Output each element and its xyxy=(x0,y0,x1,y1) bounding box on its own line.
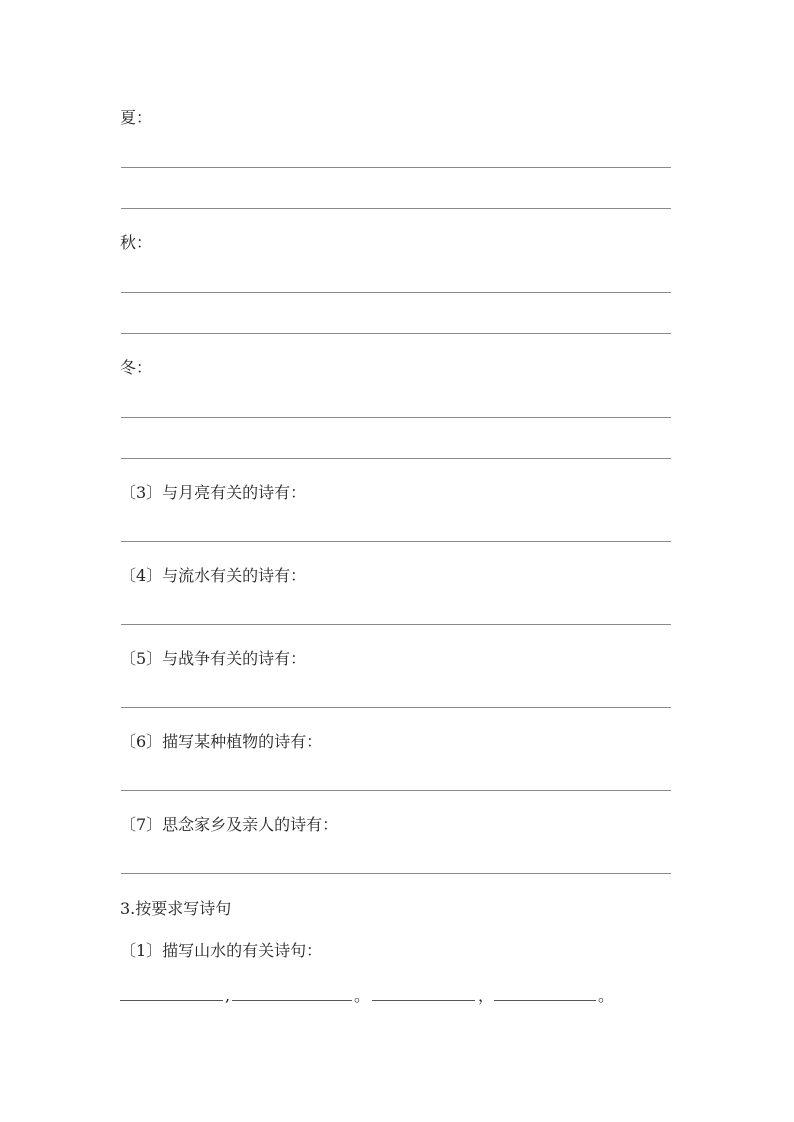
answer-line[interactable] xyxy=(121,333,671,334)
item-homesick-label: 〔7〕思念家乡及亲人的诗有： xyxy=(120,815,339,834)
fill-punct: , xyxy=(225,986,231,1005)
fill-blank[interactable] xyxy=(232,1000,352,1001)
answer-line[interactable] xyxy=(121,167,671,168)
section-3-title: 3.按要求写诗句 xyxy=(120,899,232,918)
section-3-item-1-label: 〔1〕描写山水的有关诗句： xyxy=(120,941,323,960)
item-water-label: 〔4〕与流水有关的诗有： xyxy=(120,566,307,585)
fill-blank[interactable] xyxy=(372,1000,475,1001)
answer-line[interactable] xyxy=(121,292,671,293)
winter-label: 冬： xyxy=(120,358,153,377)
autumn-label: 秋： xyxy=(120,233,153,252)
summer-label: 夏： xyxy=(120,108,153,127)
answer-line[interactable] xyxy=(121,541,671,542)
answer-line[interactable] xyxy=(121,458,671,459)
item-war-label: 〔5〕与战争有关的诗有： xyxy=(120,649,307,668)
fill-blank[interactable] xyxy=(120,1000,223,1001)
fill-punct: 。 xyxy=(354,986,371,1005)
answer-line[interactable] xyxy=(121,873,671,874)
fill-punct: 。 xyxy=(598,986,615,1005)
answer-line[interactable] xyxy=(121,208,671,209)
item-plant-label: 〔6〕描写某种植物的诗有： xyxy=(120,732,323,751)
fill-punct: ， xyxy=(478,986,495,1005)
answer-line[interactable] xyxy=(121,707,671,708)
item-moon-label: 〔3〕与月亮有关的诗有： xyxy=(120,483,307,502)
answer-line[interactable] xyxy=(121,790,671,791)
fill-blank[interactable] xyxy=(494,1000,596,1001)
answer-line[interactable] xyxy=(121,417,671,418)
answer-line[interactable] xyxy=(121,624,671,625)
